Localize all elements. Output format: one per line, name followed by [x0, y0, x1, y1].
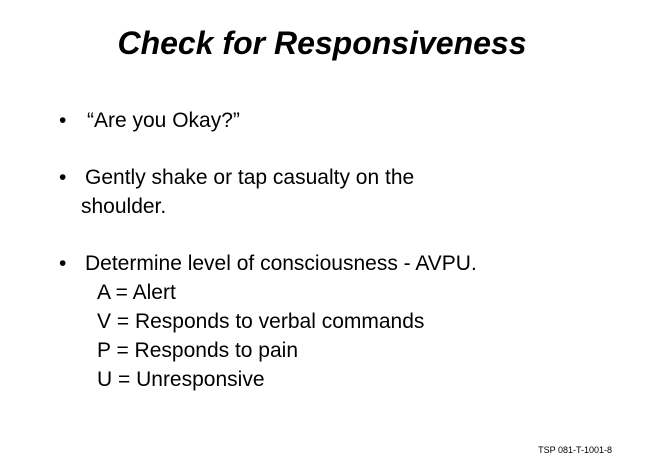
slide-title: Check for Responsiveness — [117, 25, 527, 61]
avpu-item-pain: P = Responds to pain — [97, 339, 299, 362]
avpu-item-verbal: V = Responds to verbal commands — [97, 310, 425, 333]
bullet-text: Determine level of consciousness - AVPU. — [85, 252, 477, 275]
bullet-dot-icon: • — [59, 166, 67, 189]
bullet-dot-icon: • — [59, 109, 67, 132]
bullet-text-line-1: Gently shake or tap casualty on the — [85, 166, 415, 189]
bullet-text: “Are you Okay?” — [87, 109, 240, 132]
avpu-item-alert: A = Alert — [97, 281, 176, 304]
bullet-dot-icon: • — [59, 252, 67, 275]
avpu-item-unresponsive: U = Unresponsive — [97, 368, 265, 391]
avpu-scale-list — [97, 278, 424, 394]
footer-reference-code: TSP 081-T-1001-8 — [538, 445, 612, 455]
bullet-text-line-2: shoulder. — [81, 195, 167, 218]
